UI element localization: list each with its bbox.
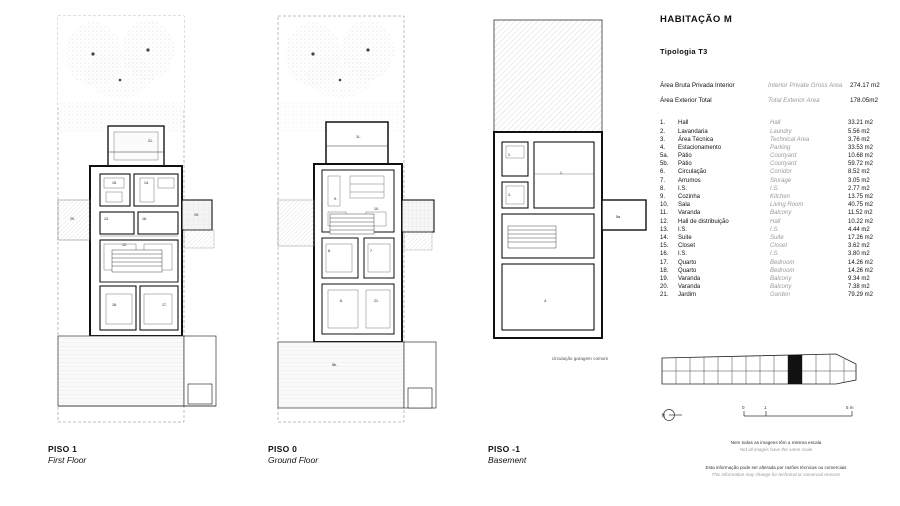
room-legend-table [660,120,892,300]
svg-text:7.: 7. [370,249,373,253]
legend-number: 12. [660,218,669,225]
legend-name-en: Storage [770,177,792,184]
legend-name: Varanda [678,284,701,291]
legend-number: 6. [660,169,666,176]
svg-text:21.: 21. [148,139,153,143]
svg-text:17.: 17. [162,303,167,307]
area-name: Área Bruta Privada Interior [660,82,735,89]
table-row [660,145,892,153]
legend-name: Cozinha [678,194,701,201]
legend-number: 4. [660,144,666,151]
table-row [660,284,892,292]
legend-number: 1. [660,120,666,127]
legend-name: I.S. [678,185,688,192]
garage-circulation-note: circulação garagem comum [551,356,609,361]
plan-title: PISO 0 [268,444,298,454]
svg-text:5b.: 5b. [332,363,337,367]
area-value: 274.17 m2 [850,82,880,89]
legend-name: Pátio [678,161,692,168]
note-text-en: This information may change for technical or comercial reasons [711,471,841,477]
legend-name: Varanda [678,275,701,282]
legend-number: 19. [660,275,669,282]
table-row [660,129,892,137]
legend-area: 9.34 m2 [848,275,870,282]
table-row [660,161,892,169]
legend-name-en: Closet [770,243,788,250]
legend-number: 3. [660,136,666,143]
table-row [660,186,892,194]
area-summary-table [660,82,892,104]
legend-number: 7. [660,177,666,184]
legend-name: I.S. [678,251,688,258]
plan-subtitle: Ground Floor [268,455,319,466]
svg-text:14.: 14. [144,181,149,185]
legend-name-en: Corridor [770,169,792,176]
table-row [660,235,892,243]
svg-text:18.: 18. [112,303,117,307]
scale-tick-1: 1 [764,405,767,410]
legend-name-en: I.S. [770,251,780,258]
legend-name: Jardim [678,292,697,299]
legend-name: Quarto [678,259,697,266]
legend-name-en: Parking [770,144,791,151]
table-row [660,243,892,251]
svg-text:10.: 10. [374,207,379,211]
table-row [660,251,892,259]
legend-name-en: Garden [770,292,791,299]
legend-number: 5b. [660,161,669,168]
svg-text:16.: 16. [142,217,147,221]
svg-text:11.: 11. [356,135,361,139]
legend-name: Sala [678,202,691,209]
legend-number: 18. [660,267,669,274]
svg-text:15.: 15. [112,181,117,185]
table-row [660,219,892,227]
svg-text:2.: 2. [508,153,511,157]
table-row [660,292,892,300]
legend-area: 8.52 m2 [848,169,870,176]
legend-name-en: Suite [770,234,784,241]
legend-name: Área Técnica [678,136,714,143]
plan-title: PISO 1 [48,444,78,454]
note-text-pt: Esta informação pode ser alterada por razões técnicas ou comerciais [705,464,847,470]
legend-area: 10.68 m2 [848,153,874,160]
table-row [660,178,892,186]
legend-number: 9. [660,194,666,201]
legend-area: 40.75 m2 [848,202,874,209]
legend-name-en: Hall [770,218,781,225]
legend-name: Varanda [678,210,701,217]
legend-area: 7.38 m2 [848,284,870,291]
floor-plan-ground-floor-drawing [268,14,448,424]
legend-area: 79.29 m2 [848,292,874,299]
floor-plan-caption-first-floor [48,444,86,467]
legend-name: Suite [678,234,692,241]
legend-number: 2. [660,128,666,135]
legend-area: 3.80 m2 [848,251,870,258]
legend-number: 17. [660,259,669,266]
svg-text:N: N [661,413,666,420]
info-panel [660,14,892,300]
svg-text:1.: 1. [560,171,563,175]
note-scale [660,440,892,454]
legend-area: 11.52 m2 [848,210,873,217]
legend-name-en: Kitchen [770,194,791,201]
svg-text:19.: 19. [194,213,199,217]
table-row [660,202,892,210]
legend-area: 10.22 m2 [848,218,874,225]
legend-name: Hall de distribuição [678,218,729,225]
table-row [660,276,892,284]
table-row [660,120,892,128]
legend-name-en: Courtyard [770,153,797,160]
legend-name: Circulação [678,169,707,176]
legend-area: 59.72 m2 [848,161,874,168]
legend-area: 5.56 m2 [848,128,870,135]
legend-name: Lavandaria [678,128,708,135]
legend-name-en: Bedroom [770,267,795,274]
legend-number: 13. [660,226,669,233]
legend-name-en: Laundry [770,128,792,135]
floor-plan-caption-ground-floor [268,444,318,467]
key-plan-diagram [660,350,860,390]
table-row [660,260,892,268]
svg-text:4.: 4. [544,299,547,303]
legend-name: Arrumos [678,177,701,184]
floor-plan-first-floor [48,14,228,466]
table-row [660,97,892,105]
north-arrow-icon [660,404,694,426]
legend-number: 10. [660,202,669,209]
svg-text:3.: 3. [508,193,511,197]
legend-name-en: Living Room [770,202,804,209]
legend-name: Pátio [678,153,692,160]
legend-name-en: Courtyard [770,161,797,168]
table-row [660,153,892,161]
legend-area: 33.21 m2 [848,120,874,127]
table-row [660,137,892,145]
table-row [660,210,892,218]
svg-text:5a.: 5a. [616,215,621,219]
scale-bar [742,404,862,426]
legend-number: 16. [660,251,669,258]
table-row [660,227,892,235]
legend-number: 11. [660,210,668,217]
table-row [660,268,892,276]
scale-tick-0: 0 [742,405,745,410]
legend-number: 5a. [660,153,669,160]
note-text-pt: Nem todas as imagens têm a mesma escala [730,440,822,445]
legend-name: Estacionamento [678,144,722,151]
legend-number: 15. [660,243,669,250]
typology-label: Tipologia T3 [660,47,708,56]
legend-area: 4.44 m2 [848,226,870,233]
legend-area: 33.53 m2 [848,144,874,151]
legend-number: 21. [660,292,669,299]
legend-number: 8. [660,185,666,192]
legend-name-en: Balcony [770,210,792,217]
legend-area: 14.26 m2 [848,267,874,274]
plan-title: PISO -1 [488,444,521,454]
north-arrow [660,404,694,426]
page-title: HABITAÇÃO M [660,14,733,25]
legend-name-en: Hall [770,120,781,127]
svg-text:13.: 13. [104,217,109,221]
svg-text:12.: 12. [122,243,127,247]
svg-text:8.: 8. [328,249,331,253]
legend-name-en: Balcony [770,284,792,291]
legend-name: Quarto [678,267,697,274]
legend-number: 14. [660,234,669,241]
legend-area: 3.05 m2 [848,177,870,184]
area-name: Área Exterior Total [660,96,712,104]
footer-notes [660,440,892,490]
floor-plan-caption-basement [488,444,526,467]
floor-plan-first-floor-drawing [48,14,228,424]
floor-plan-ground-floor [268,14,448,466]
table-row [660,194,892,202]
spacer [660,90,892,97]
legend-name: Closet [678,243,696,250]
area-value: 178.05m2 [850,96,879,104]
table-row [660,169,892,177]
svg-text:6.: 6. [340,299,343,303]
floor-plan-basement-drawing [488,14,668,424]
legend-name-en: Technical Area [770,136,810,143]
plan-subtitle: First Floor [48,455,87,466]
legend-name-en: I.S. [770,226,780,233]
note-disclaimer [660,465,892,479]
area-name-en: Interior Private Gross Area [768,82,843,89]
legend-area: 2.77 m2 [848,185,870,192]
legend-name-en: Balcony [770,275,792,282]
legend-name-en: Bedroom [770,259,795,266]
svg-text:9.: 9. [334,197,337,201]
scale-tick-2: 5 m [846,405,854,410]
legend-name: Hall [678,120,689,127]
legend-area: 13.75 m2 [848,194,874,201]
plan-subtitle: Basement [488,455,527,466]
legend-name-en: I.S. [770,185,780,192]
legend-area: 3.76 m2 [848,136,870,143]
area-name-en: Total Exterior Area [768,96,820,104]
svg-text:20.: 20. [70,217,75,221]
table-row [660,82,892,90]
svg-text:21.: 21. [374,299,379,303]
floor-plan-basement [488,14,668,466]
legend-area: 14.26 m2 [848,259,874,266]
legend-number: 20. [660,284,669,291]
legend-area: 17.26 m2 [848,234,874,241]
note-text-en: Not all images have the same scale [739,446,813,452]
legend-area: 3.62 m2 [848,243,870,250]
legend-name: I.S. [678,226,688,233]
